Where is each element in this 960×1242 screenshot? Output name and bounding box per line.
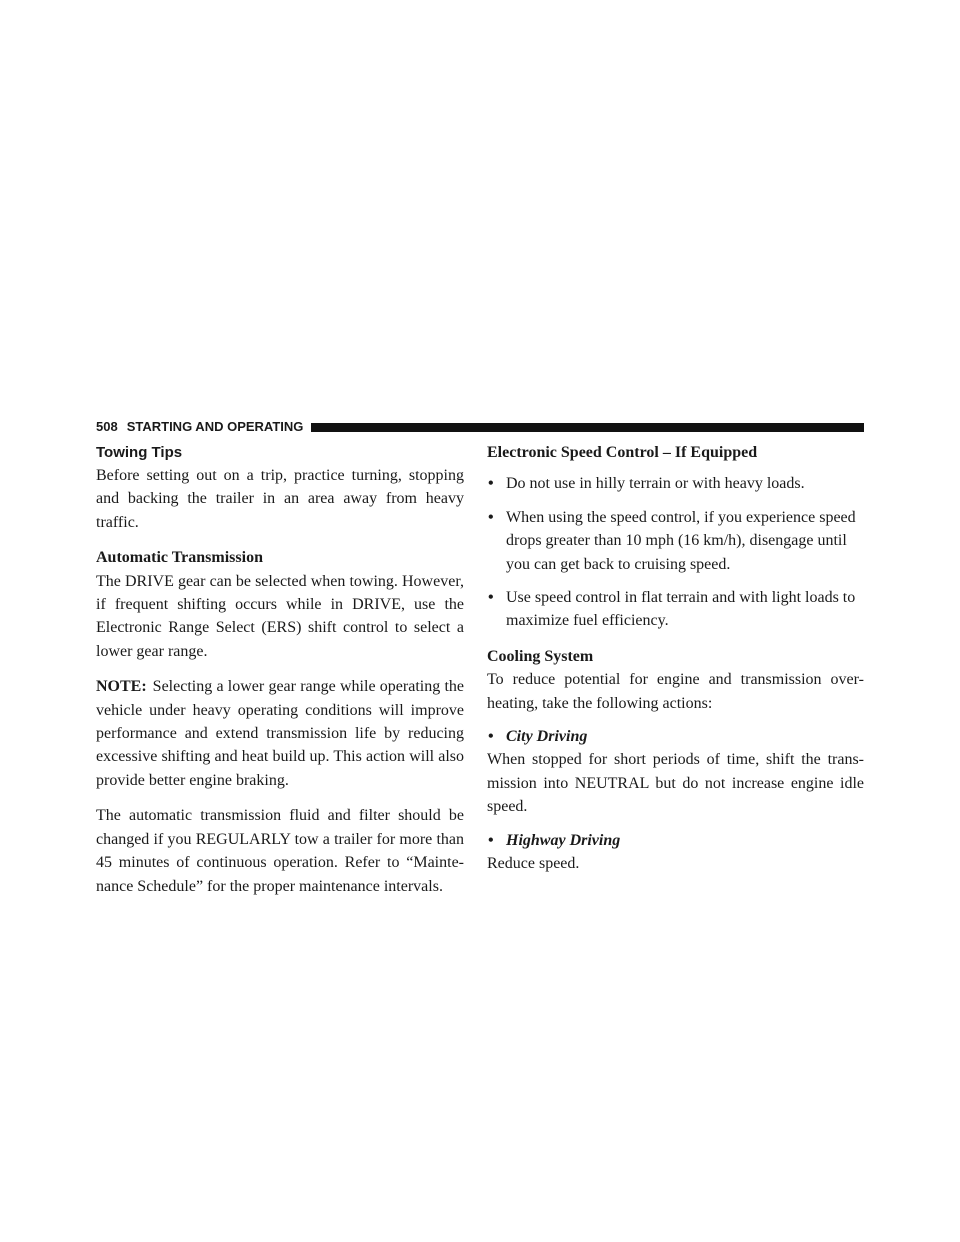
right-column — [487, 438, 864, 876]
highway-driving-text: Reduce speed. — [487, 855, 580, 873]
highway-driving-item — [487, 829, 864, 852]
cooling-system-text: To reduce potential for engine and transmission over- heating, take the following actions: — [487, 671, 864, 712]
bullet-icon: • — [488, 831, 494, 849]
note-label: NOTE: — [96, 678, 147, 696]
bullet-icon: • — [488, 589, 494, 607]
bullet-icon: • — [488, 728, 494, 746]
bullet-icon: • — [488, 475, 494, 493]
note-text: Selecting a lower gear range while operating the vehicle under heavy operating conditions will improve performance and extend transmission life by reducing excessive shifting and heat build up. This action will also provide better engine braking. — [96, 678, 464, 789]
city-driving-label: City Driving — [506, 728, 588, 746]
cooling-system-heading: Cooling System — [487, 647, 594, 665]
city-driving-text: When stopped for short periods of time, shift the trans- mission into NEUTRAL but do not increase engine idle speed. — [487, 751, 864, 816]
list-item: • When using the speed control, if you experience speed drops greater than 10 mph (16 km/h), disengage until you can get back to cruising speed. — [487, 506, 864, 576]
page-header — [96, 420, 864, 434]
automatic-transmission-text: The DRIVE gear can be selected when towing. However, if frequent shifting occurs while in DRIVE, use the Electronic Range Select (ERS) shift control to select a lower gear range. — [96, 572, 464, 660]
fluid-change-text: The automatic transmission fluid and filter should be changed if you REGULARLY tow a trailer for more than 45 minutes of continuous operation. Refer to “Mainte- nance Schedule” for the proper maintenance intervals. — [96, 807, 464, 895]
list-item: • Do not use in hilly terrain or with heavy loads. — [487, 472, 864, 495]
list-item: • Use speed control in flat terrain and with light loads to maximize fuel efficiency. — [487, 586, 864, 633]
highway-driving-label: Highway Driving — [506, 831, 621, 849]
towing-tips-heading: Towing Tips — [96, 444, 183, 461]
section-name: STARTING AND OPERATING — [126, 419, 304, 434]
towing-tips-text: Before setting out on a trip, practice turning, stopping and backing the trailer in an area away from heavy traffic. — [96, 467, 464, 531]
automatic-transmission-heading: Automatic Transmission — [96, 549, 263, 567]
header-rule — [311, 423, 864, 432]
city-driving-item — [487, 725, 864, 748]
speed-control-list — [487, 472, 864, 632]
bullet-icon: • — [488, 508, 494, 526]
left-column — [96, 438, 464, 898]
page-number: 508 — [96, 419, 118, 434]
note-paragraph — [96, 675, 464, 792]
speed-control-heading: Electronic Speed Control – If Equipped — [487, 444, 758, 461]
